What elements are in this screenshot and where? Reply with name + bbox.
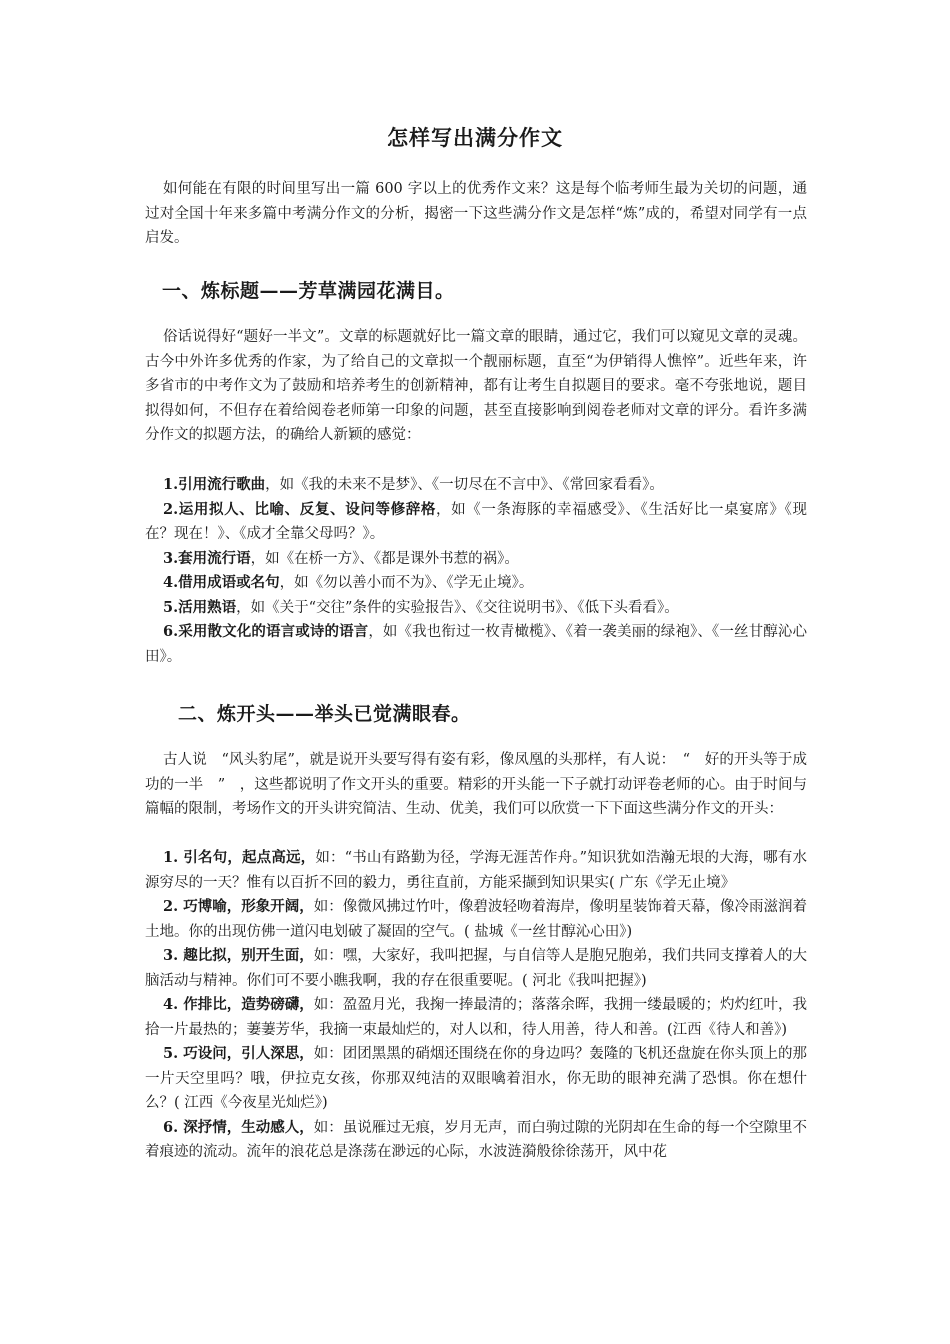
section2-paragraph: 古人说 “风头豹尾”，就是说开头要写得有姿有彩，像凤凰的头那样，有人说： “ 好的开头等于成功的一半 ” ，这些都说明了作文开头的重要。精彩的开头能一下子就打动评卷老师的心。由于时间与篇幅的限制，考场作文的开头讲究简洁、生动、优美，我们可以欣赏一下下面这些满分作文的开头： (145, 752, 807, 817)
item-label: 2.运用拟人、比喻、反复、设问等修辞格 (163, 500, 436, 518)
item-text: ，如《一条海豚的幸福感受》、《生活好比一桌宴席》《现在？现在！》、《成才全靠父母吗？》。 (145, 501, 807, 542)
section1-list-item (145, 620, 807, 669)
item-label: 5. 巧设问，引人深思， (163, 1045, 314, 1062)
item-label: 6. 深抒情，生动感人， (163, 1118, 314, 1136)
section2-list-item (145, 944, 807, 993)
item-text: 如：虽说雁过无痕，岁月无声，而白驹过隙的光阴却在生命的每一个空隙里不着痕迹的流动。流年的浪花总是涤荡在渺远的心际，水波涟漪般徐徐荡开，风中花 (145, 1119, 808, 1160)
item-text: 如：盈盈月光，我掬一捧最清的；落落余晖，我拥一缕最暖的；灼灼红叶，我拾一片最热的；萋萋芳华，我摘一束最灿烂的，对人以和，待人用善，待人和善。(江西《待人和善》) (145, 997, 808, 1038)
section2-list-item (145, 1116, 807, 1165)
item-text: 如：像微风拂过竹叶，像碧波轻吻着海岸，像明星装饰着天幕，像冷雨滋润着土地。你的出现仿佛一道闪电划破了凝固的空气。( 盐城《一丝甘醇沁心田》) (145, 899, 808, 940)
section2-list-item (145, 846, 807, 895)
item-label: 4.借用成语或名句 (163, 574, 280, 591)
item-text: ，如《在桥一方》、《都是课外书惹的祸》。 (250, 550, 519, 567)
section1-paragraph: 俗话说得好“题好一半文”。文章的标题就好比一篇文章的眼睛，通过它，我们可以窥见文章的灵魂。古今中外许多优秀的作家，为了给自己的文章拟一个靓丽标题，直至“为伊销得人憔悴”。近些年来，许多省市的中考作文为了鼓励和培养考生的创新精神，都有让考生自拟题目的要求。毫不夸张地说，题目拟得如何，不但存在着给阅卷老师第一印象的问题，甚至直接影响到阅卷老师对文章的评分。看许多满分作文的拟题方法，的确给人新颖的感觉： (145, 329, 807, 443)
section1-list-item (145, 571, 807, 596)
item-label: 1.引用流行歌曲 (163, 476, 266, 493)
item-text: ，如《我的未来不是梦》、《一切尽在不言中》、《常回家看看》。 (265, 477, 664, 493)
section1-list-item (145, 498, 807, 547)
item-text: 如：嘿，大家好，我叫把握，与自信等人是胞兄胞弟，我们共同支撑着人的大脑活动与精神。你们可不要小瞧我啊，我的存在很重要呢。( 河北《我叫把握》) (145, 948, 808, 989)
item-text: ，如《勿以善小而不为》、《学无止境》。 (279, 575, 534, 591)
item-label: 3.套用流行语 (163, 549, 251, 567)
section1-list-item (145, 473, 807, 498)
item-label: 2. 巧博喻，形象开阔， (163, 898, 314, 915)
section2-list (145, 846, 807, 1165)
item-text: ，如《关于“交往”条件的实验报告》、《交往说明书》、《低下头看看》。 (236, 599, 679, 616)
item-label: 6.采用散文化的语言或诗的语言 (163, 623, 369, 640)
item-label: 4. 作排比，造势磅礴， (163, 996, 314, 1013)
section1-list-item (145, 547, 807, 572)
item-text: 如：团团黑黑的硝烟还围绕在你的身边吗？轰隆的飞机还盘旋在你头顶上的那一片天空里吗？哦，伊拉克女孩，你那双纯洁的双眼噙着泪水，你无助的眼神充满了恐惧。你在想什么？( 江西《今夜星光灿烂》) (145, 1046, 808, 1111)
document-title: 怎样写出满分作文 (387, 125, 563, 150)
section2-list-item (145, 895, 807, 944)
item-label: 1. 引名句，起点高远， (163, 849, 316, 866)
section1-list (145, 473, 807, 669)
item-label: 5.活用熟语 (163, 598, 237, 616)
item-text: ，如《我也衔过一枚青橄榄》、《着一袭美丽的绿袍》、《一丝甘醇沁心田》。 (145, 624, 808, 665)
item-text: 如：“书山有路勤为径，学海无涯苦作舟。”知识犹如浩瀚无垠的大海，哪有水源穷尽的一天？惟有以百折不回的毅力，勇往直前，方能采撷到知识果实( 广东《学无止境》 (145, 850, 808, 891)
section2-heading: 二、炼开头——举头已觉满眼春。 (178, 703, 471, 725)
section1-list-item (145, 596, 807, 621)
item-label: 3. 趣比拟，别开生面， (163, 947, 314, 964)
section2-list-item (145, 993, 807, 1042)
intro-paragraph: 如何能在有限的时间里写出一篇 600 字以上的优秀作文来？这是每个临考师生最为关切的问题，通过对全国十年来多篇中考满分作文的分析，揭密一下这些满分作文是怎样“炼”成的，希望对同学有一点启发。 (145, 181, 807, 246)
section1-heading: 一、炼标题——芳草满园花满目。 (162, 280, 455, 302)
section2-list-item (145, 1042, 807, 1116)
